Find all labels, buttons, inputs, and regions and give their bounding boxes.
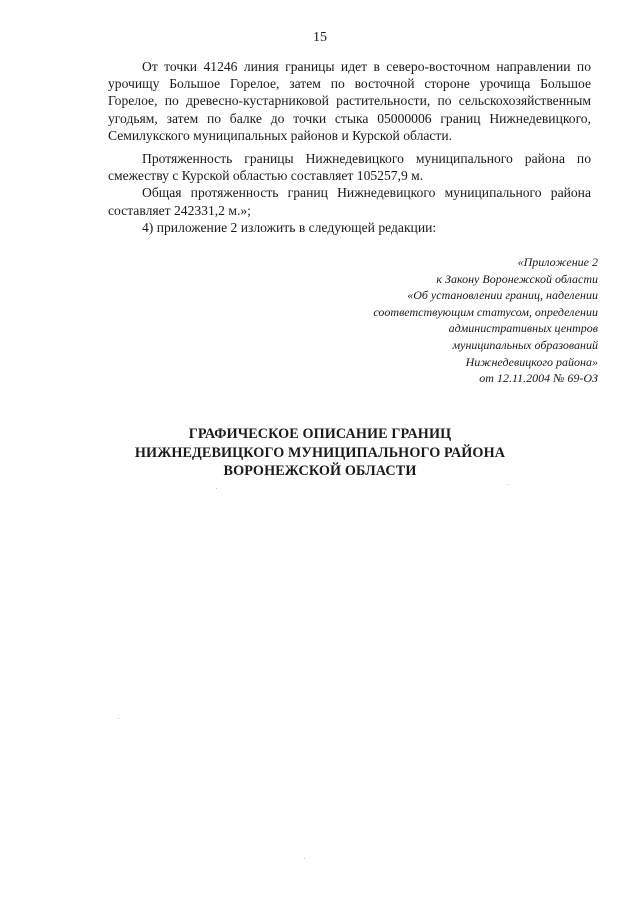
appendix-note-line: к Закону Воронежской области [436, 271, 598, 286]
paragraph-appendix-instruction: 4) приложение 2 изложить в следующей редакции: [142, 219, 437, 235]
heading-line: ВОРОНЕЖСКОЙ ОБЛАСТИ [223, 463, 417, 479]
section-heading [0, 425, 640, 481]
scan-speck [508, 484, 509, 485]
scan-speck [304, 858, 305, 859]
appendix-note-line: муниципальных образований [452, 337, 598, 352]
appendix-note-line: административных центров [448, 321, 598, 336]
appendix-note-line: Нижнедевицкого района» [465, 354, 598, 369]
appendix-note-line: соответствующим статусом, определении [373, 304, 598, 319]
paragraph-total-border-length: Общая протяженность границ Нижнедевицкого муниципального района составляет 242331,2 м.»; [108, 185, 591, 218]
appendix-note-line: «Об установлении границ, наделении [407, 288, 598, 303]
body-text [108, 58, 591, 236]
heading-line: ГРАФИЧЕСКОЕ ОПИСАНИЕ ГРАНИЦ [188, 426, 452, 442]
paragraph-kursk-border-length: Протяженность границы Нижнедевицкого муниципального района по смежеству с Курской областью составляет 105257,9 м. [108, 151, 591, 184]
paragraph-boundary-description: От точки 41246 линия границы идет в северо-восточном направлении по урочищу Большое Горелое, затем по восточной стороне урочища Большое Горелое, по древесно-кустарниковой растительности, по сельскохозяйственным угодьям, затем по балке до точки стыка 05000006 границ Нижнедевицкого, Семилукского муниципальных районов и Курской области. [108, 59, 591, 143]
page-number: 15 [313, 30, 327, 45]
scan-speck [118, 718, 119, 719]
appendix-note-line: от 12.11.2004 № 69-ОЗ [479, 371, 598, 386]
appendix-note [298, 254, 598, 387]
appendix-note-line: «Приложение 2 [517, 255, 598, 269]
scan-speck [216, 488, 217, 489]
heading-line: НИЖНЕДЕВИЦКОГО МУНИЦИПАЛЬНОГО РАЙОНА [134, 444, 506, 461]
